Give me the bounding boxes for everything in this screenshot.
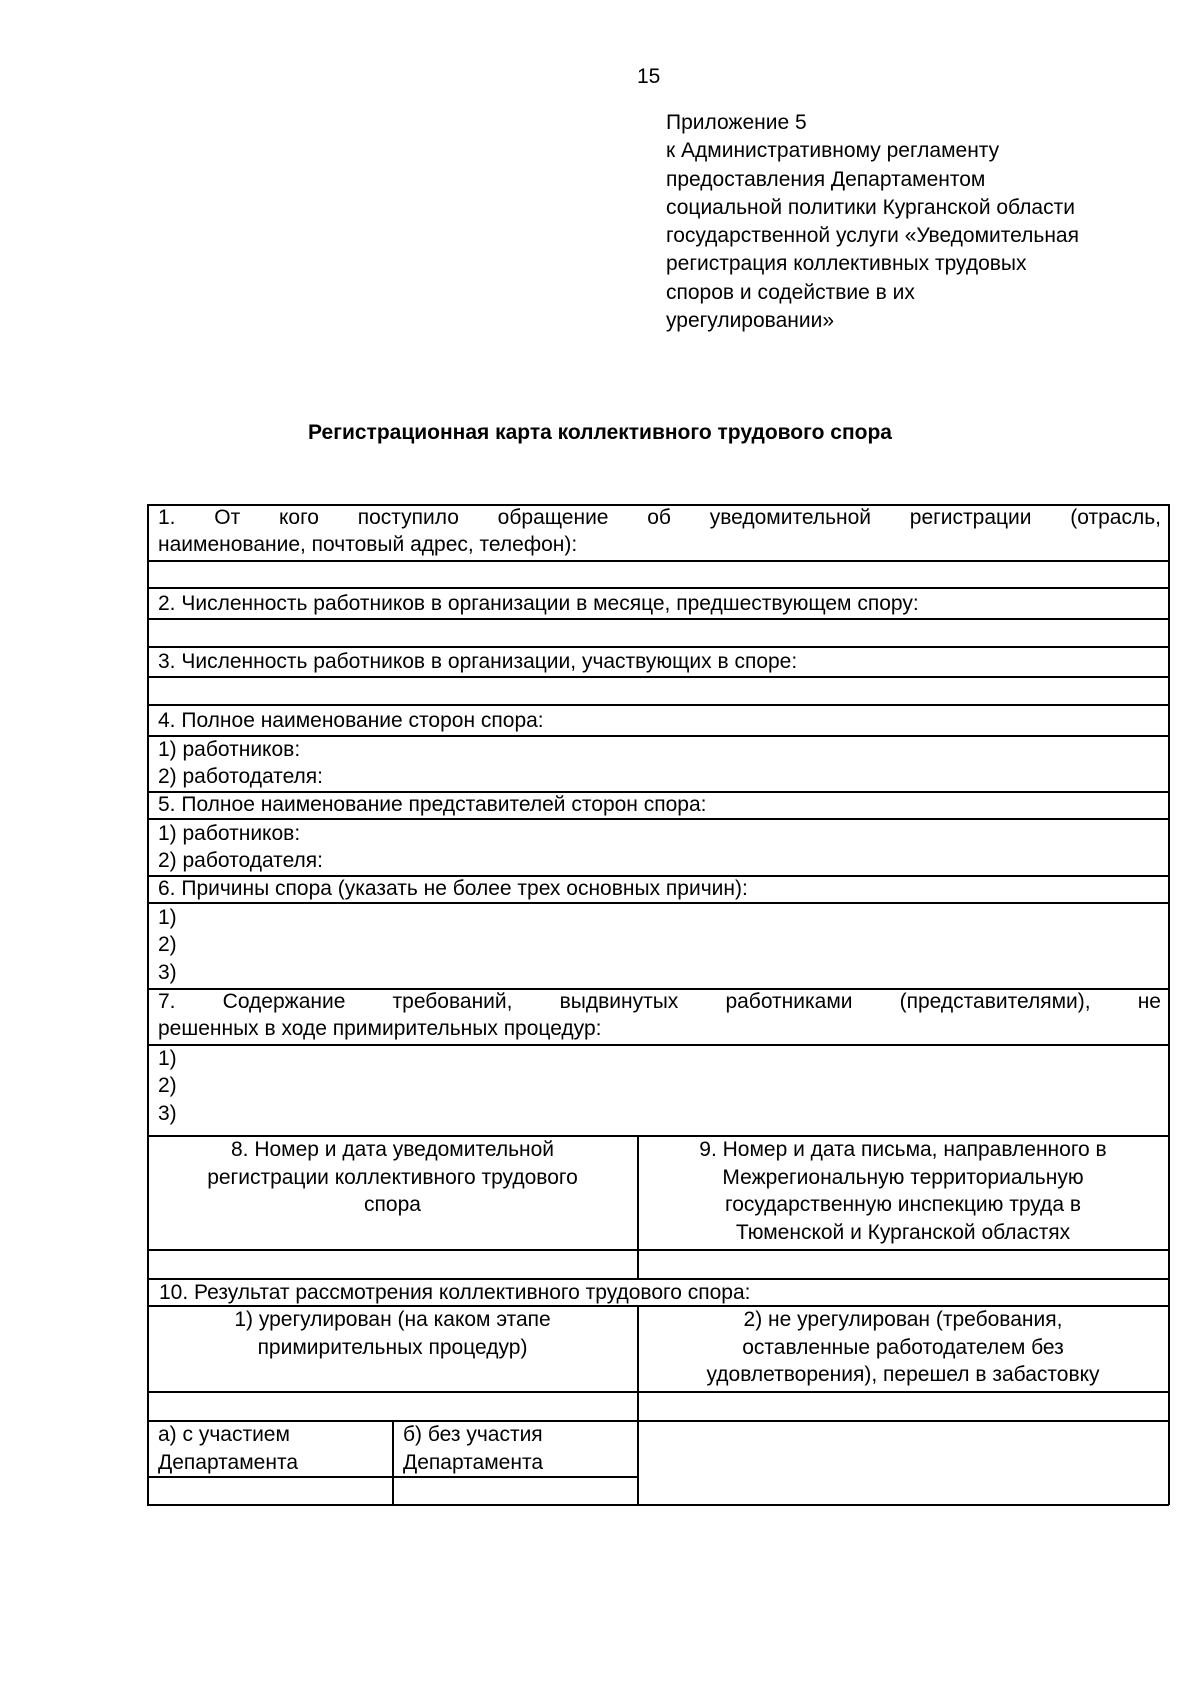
question-10a-line: а) с участием	[158, 1423, 290, 1446]
table-rule	[147, 1420, 1169, 1422]
question-5-label: 5. Полное наименование представителей сторон спора:	[158, 793, 707, 816]
question-10-settled-line: примирительных процедур)	[257, 1335, 528, 1359]
appendix-line: урегулировании»	[666, 309, 834, 333]
question-7-item: 1)	[158, 1047, 177, 1070]
question-3-label: 3. Численность работников в организации, участвующих в споре:	[158, 650, 798, 673]
page-number: 15	[637, 65, 661, 88]
question-10-label: 10. Результат рассмотрения коллективного трудового спора:	[159, 1281, 751, 1304]
question-7-label: 7. Содержание требований, выдвинутых работниками (представителями), не	[158, 990, 1161, 1013]
table-rule	[392, 1420, 394, 1505]
question-7-label-cont: решенных в ходе примирительных процедур:	[158, 1017, 602, 1040]
table-rule	[147, 1249, 1169, 1251]
appendix-line: государственной услуги «Уведомительная	[666, 224, 1079, 248]
question-9-line: государственную инспекцию труда в	[725, 1193, 1081, 1216]
question-6-item: 2)	[158, 933, 177, 956]
registration-card-table	[147, 504, 1169, 1505]
question-2-label: 2. Численность работников в организации в месяце, предшествующем спору:	[158, 592, 919, 615]
question-9-label	[639, 1136, 1167, 1246]
question-6-label: 6. Причины спора (указать не более трех основных причин):	[158, 877, 748, 900]
appendix-line: предоставления Департаментом	[666, 167, 986, 191]
question-1-label: 1. От кого поступило обращение об уведомительной регистрации (отрасль,	[158, 506, 1161, 529]
question-10b-label	[403, 1421, 543, 1476]
question-6-item: 3)	[158, 961, 177, 984]
question-7-item: 2)	[158, 1074, 177, 1097]
question-4-employer: 2) работодателя:	[158, 765, 324, 788]
question-9-line: 9. Номер и дата письма, направленного в	[699, 1138, 1107, 1161]
table-rule	[147, 1391, 1169, 1393]
question-5-employer: 2) работодателя:	[158, 849, 324, 872]
question-8-line: спора	[364, 1193, 421, 1216]
question-9-line: Тюменской и Курганской областях	[735, 1220, 1071, 1244]
table-rule	[147, 704, 1169, 706]
question-7-item: 3)	[158, 1102, 177, 1125]
table-rule	[147, 587, 1169, 589]
table-rule	[147, 560, 1169, 562]
document-title: Регистрационная карта коллективного трудового спора	[308, 421, 892, 444]
question-10b-line: б) без участия	[403, 1423, 543, 1446]
appendix-line: социальной политики Курганской области	[666, 195, 1075, 219]
appendix-line: Приложение 5	[666, 111, 807, 134]
question-10b-line: Департамента	[403, 1450, 544, 1474]
question-10a-line: Департамента	[158, 1450, 299, 1474]
question-10-unsettled	[639, 1306, 1167, 1389]
question-9-line: Межрегиональную территориальную	[722, 1165, 1084, 1189]
appendix-note	[666, 109, 1186, 335]
question-5-workers: 1) работников:	[158, 822, 301, 845]
appendix-line: регистрация коллективных трудовых	[666, 252, 1027, 276]
question-1-label-cont: наименование, почтовый адрес, телефон):	[158, 533, 578, 556]
question-10-unsettled-line: 2) не урегулирован (требования,	[743, 1308, 1063, 1331]
question-10a-label	[158, 1421, 298, 1476]
question-8-line: регистрации коллективного трудового	[207, 1165, 578, 1189]
table-rule	[147, 1504, 1169, 1506]
question-10-settled-line: 1) урегулирован (на каком этапе	[234, 1308, 551, 1331]
question-8-line: 8. Номер и дата уведомительной	[230, 1138, 555, 1161]
appendix-line: к Административному регламенту	[666, 139, 1000, 163]
question-8-label	[149, 1136, 636, 1219]
table-rule	[147, 1044, 1169, 1046]
table-rule	[1168, 504, 1170, 1505]
question-10-settled	[149, 1306, 636, 1361]
question-10-unsettled-line: удовлетворения), перешел в забастовку	[706, 1363, 1100, 1386]
appendix-line: споров и содействие в их	[666, 280, 915, 304]
question-4-workers: 1) работников:	[158, 738, 301, 761]
table-rule	[147, 618, 1169, 620]
table-rule	[147, 676, 1169, 678]
question-4-label: 4. Полное наименование сторон спора:	[158, 709, 544, 732]
question-6-item: 1)	[158, 906, 177, 929]
question-10-unsettled-line: оставленные работодателем без	[742, 1335, 1064, 1359]
table-rule	[147, 735, 1169, 737]
